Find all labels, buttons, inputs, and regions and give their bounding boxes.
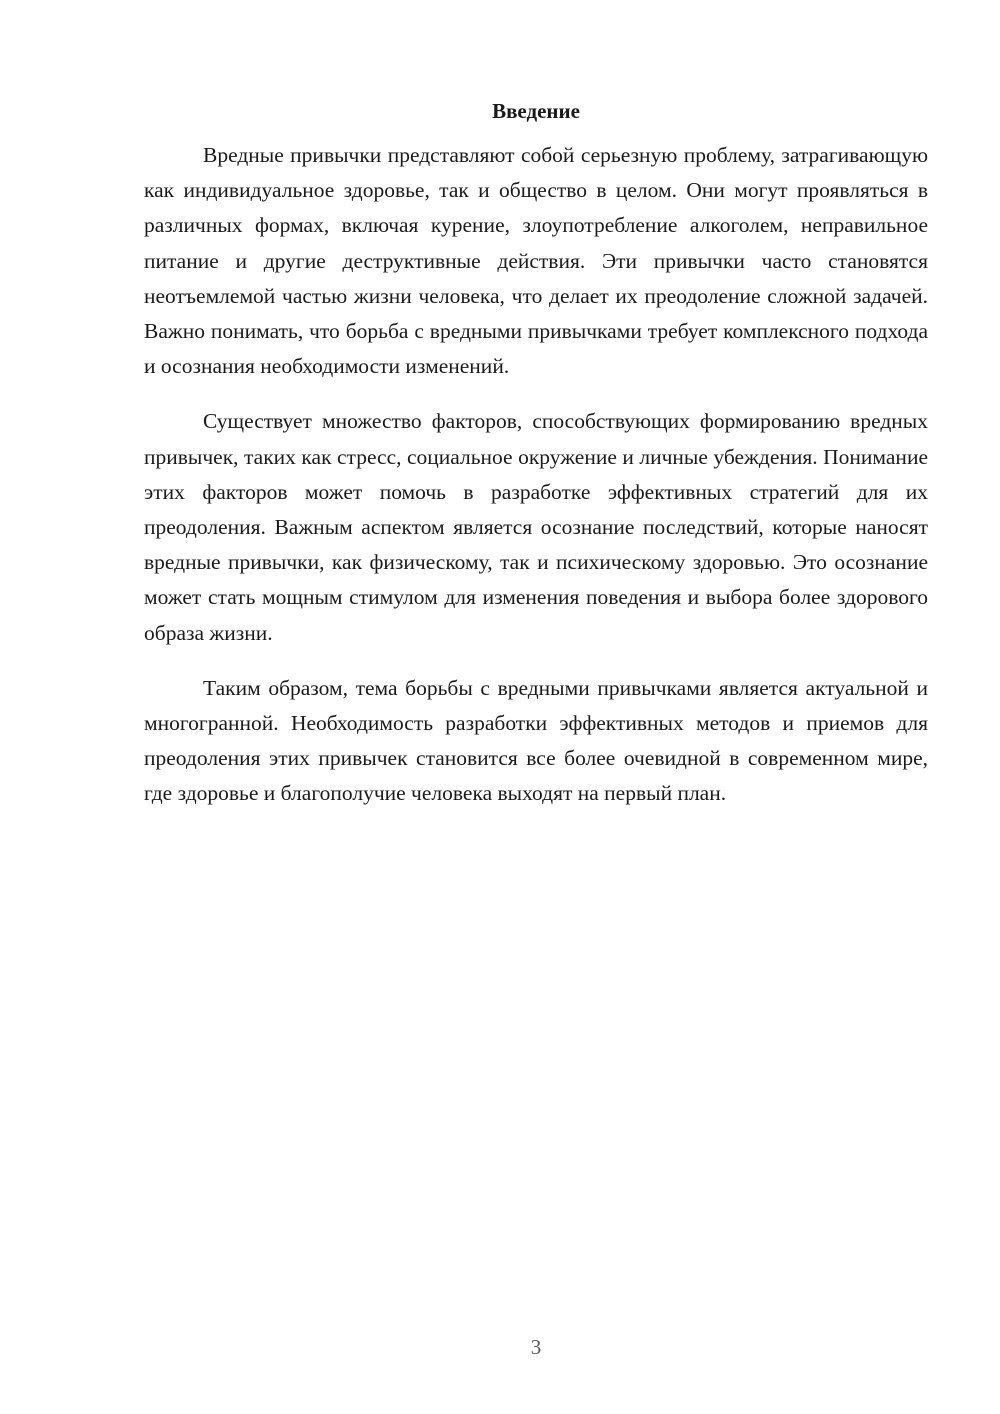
page-number: 3: [530, 1335, 542, 1359]
paragraph-1: Вредные привычки представляют собой серьезную проблему, затрагивающую как индивидуальное здоровье, так и общество в целом. Они могут проявляться в различных формах, включая курение, злоупотребление алкоголем, неправильное питание и другие деструктивные действия. Эти привычки часто становятся неотъемлемой частью жизни человека, что делает их преодоление сложной задачей. Важно понимать, что борьба с вредными привычками требует комплексного подхода и осознания необходимости изменений.: [144, 143, 928, 379]
section-heading: Введение: [492, 99, 580, 123]
page-content: [144, 96, 928, 832]
paragraph-2: Существует множество факторов, способствующих формированию вредных привычек, таких как стресс, социальное окружение и личные убеждения. Понимание этих факторов может помочь в разработке эффективных стратегий для их преодоления. Важным аспектом является осознание последствий, которые наносят вредные привычки, как физическому, так и психическому здоровью. Это осознание может стать мощным стимулом для изменения поведения и выбора более здорового образа жизни.: [144, 409, 928, 645]
paragraph-3: Таким образом, тема борьбы с вредными привычками является актуальной и многогранной. Необходимость разработки эффективных методов и приемов для преодоления этих привычек становится все более очевидной в современном мире, где здоровье и благополучие человека выходят на первый план.: [144, 675, 928, 806]
